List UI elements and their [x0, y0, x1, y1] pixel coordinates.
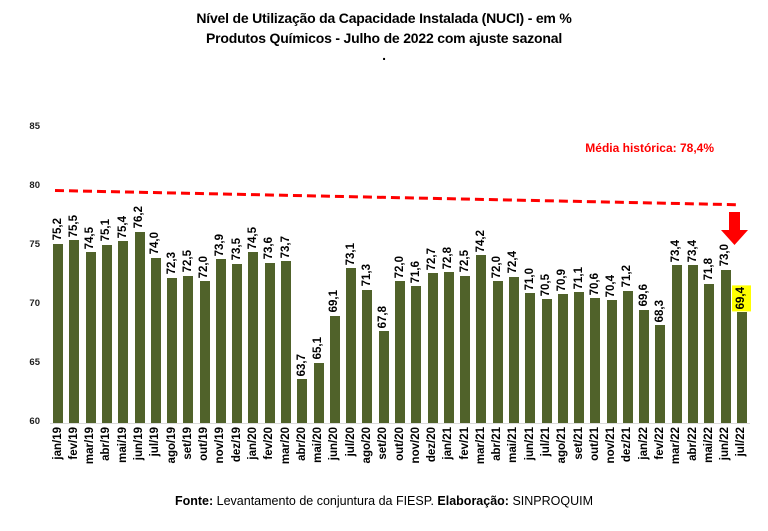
x-axis-label: dez/20	[426, 427, 439, 463]
bar-out-20	[395, 281, 405, 423]
x-axis-label: mai/21	[507, 427, 520, 463]
bar-value-label: 71,1	[572, 266, 585, 290]
x-axis-label: set/20	[377, 427, 390, 460]
x-axis-label: set/21	[572, 427, 585, 460]
down-arrow-icon	[721, 212, 748, 246]
bar-value-label: 72,7	[426, 247, 439, 271]
bar-mai-20	[314, 363, 324, 423]
x-axis-label: fev/21	[458, 427, 471, 460]
bar-jun-20	[330, 316, 340, 423]
footer-fonte-text: Levantamento de conjuntura da FIESP.	[213, 494, 438, 508]
bar-abr-20	[297, 379, 307, 423]
bar-value-label: 70,5	[540, 273, 552, 297]
bar-value-label: 70,9	[556, 269, 569, 292]
bar-value-label: 76,2	[133, 206, 146, 229]
bar-mai-21	[509, 277, 519, 423]
y-axis-label: 85	[29, 121, 40, 132]
x-axis-label: jul/20	[344, 427, 357, 457]
bar-value-label: 72,0	[198, 256, 211, 279]
bar-value-label: 69,6	[637, 284, 650, 307]
bar-value-label: 71,6	[409, 260, 422, 284]
bar-set-20	[379, 331, 389, 423]
footer	[0, 494, 768, 508]
x-axis-label: jul/22	[735, 427, 748, 457]
bar-value-label: 73,6	[263, 237, 276, 260]
bar-value-label: 75,4	[116, 215, 129, 239]
y-axis-label: 65	[29, 357, 40, 368]
y-axis-label: 75	[29, 239, 40, 250]
bar-jan-20	[248, 252, 258, 423]
bar-value-label: 65,1	[312, 337, 325, 360]
x-axis-label: mar/21	[474, 427, 487, 465]
footer-elaboracao-text: SINPROQUIM	[508, 494, 594, 508]
bar-fev-20	[265, 263, 275, 423]
bar-value-label: 74,2	[474, 230, 487, 253]
x-axis-label: nov/21	[605, 427, 618, 464]
bar-value-label: 71,8	[702, 258, 715, 281]
bar-ago-21	[558, 294, 568, 423]
x-axis-label: set/19	[181, 427, 194, 460]
bar-value-label: 75,2	[51, 218, 64, 241]
bar-dez-21	[623, 291, 633, 423]
bar-dez-20	[428, 273, 438, 423]
bar-mar-19	[86, 252, 96, 423]
bar-mar-21	[476, 255, 486, 423]
x-axis-label: jan/19	[51, 427, 64, 460]
x-axis-label: out/20	[393, 427, 406, 461]
bar-jan-22	[639, 310, 649, 423]
x-axis-label: dez/21	[621, 427, 634, 463]
bar-value-label: 72,5	[458, 250, 471, 273]
bar-jul-22	[737, 312, 747, 423]
bar-value-label-highlighted: 69,4	[732, 285, 751, 311]
bar-value-label: 73,7	[279, 235, 292, 259]
bar-value-label: 74,5	[84, 226, 97, 249]
bar-abr-21	[493, 281, 503, 423]
bar-jun-21	[525, 293, 535, 423]
bar-nov-21	[607, 300, 617, 423]
bar-jan-19	[53, 244, 63, 423]
bar-jun-22	[721, 270, 731, 423]
x-axis-label: jul/21	[540, 427, 552, 457]
bar-value-label: 71,3	[360, 264, 373, 287]
reference-line-label: Média histórica: 78,4%	[585, 141, 714, 155]
bar-value-label: 73,1	[344, 243, 357, 266]
footer-elaboracao-label: Elaboração:	[437, 494, 509, 508]
x-axis-label: mar/22	[670, 427, 683, 465]
bar-jan-21	[444, 272, 454, 423]
x-axis-label: jun/19	[133, 427, 146, 461]
x-axis-label: abr/19	[100, 427, 113, 461]
footer-fonte-label: Fonte:	[174, 494, 214, 508]
x-axis-label: fev/20	[263, 427, 276, 460]
x-axis-label: mai/19	[116, 427, 129, 463]
bar-fev-19	[69, 240, 79, 423]
bar-jun-19	[135, 232, 145, 423]
bar-value-label: 72,0	[393, 256, 406, 279]
x-axis-label: abr/21	[491, 427, 504, 461]
x-axis-label: jun/22	[719, 427, 732, 461]
x-axis-label: dez/19	[230, 427, 243, 463]
x-axis-label: abr/20	[295, 427, 308, 461]
bar-value-label: 72,3	[165, 252, 178, 275]
x-axis-label: fev/19	[67, 427, 80, 460]
bar-out-21	[590, 298, 600, 423]
chart-title-line1: Nível de Utilização da Capacidade Instalada (NUCI) - em %	[196, 10, 572, 26]
bar-set-19	[183, 276, 193, 424]
x-axis-label: fev/22	[653, 427, 666, 460]
y-axis	[12, 121, 40, 427]
bar-value-label: 72,0	[491, 256, 504, 279]
bar-value-label: 67,8	[377, 305, 390, 328]
bar-value-label: 74,5	[246, 226, 259, 249]
bar-nov-19	[216, 259, 226, 423]
bar-value-label: 72,8	[442, 246, 455, 269]
bar-value-label: 71,2	[621, 265, 634, 288]
bar-value-label: 75,1	[100, 219, 113, 242]
bar-value-label: 70,4	[605, 274, 618, 298]
bar-value-label: 69,1	[328, 290, 341, 313]
bar-out-19	[200, 281, 210, 423]
chart-title	[0, 8, 768, 62]
x-axis-label: jun/20	[328, 427, 341, 461]
x-axis-label: ago/20	[360, 427, 373, 464]
bar-value-label: 63,7	[295, 353, 308, 377]
chart-title-line2: Produtos Químicos - Julho de 2022 com ajuste sazonal	[205, 30, 563, 46]
x-axis-label: jul/19	[149, 427, 162, 457]
x-axis-label: mar/19	[84, 427, 97, 465]
x-axis-label: out/19	[198, 427, 211, 461]
bar-ago-19	[167, 278, 177, 423]
x-axis-label: ago/21	[556, 427, 569, 464]
bar-abr-22	[688, 265, 698, 423]
bar-value-label: 72,4	[507, 251, 520, 274]
x-axis-label: ago/19	[165, 427, 178, 464]
bar-abr-19	[102, 245, 112, 423]
x-axis-label: jan/21	[442, 427, 455, 460]
bar-value-label: 75,5	[67, 214, 80, 238]
x-axis-label: abr/22	[686, 427, 699, 461]
bar-mai-19	[118, 241, 128, 423]
bar-dez-19	[232, 264, 242, 423]
y-axis-label: 80	[29, 180, 40, 191]
x-axis-label: mar/20	[279, 427, 292, 465]
bar-fev-22	[655, 325, 665, 423]
bar-set-21	[574, 292, 584, 423]
bar-jul-21	[542, 299, 552, 423]
bar-value-label: 70,6	[588, 272, 601, 295]
x-axis-label: nov/19	[214, 427, 227, 464]
x-axis-label: mai/20	[312, 427, 325, 463]
bar-mai-22	[704, 284, 714, 423]
bar-value-label: 73,9	[214, 233, 227, 256]
x-axis	[50, 427, 750, 489]
x-axis-label: jun/21	[523, 427, 536, 461]
bar-nov-20	[411, 286, 421, 423]
bar-value-label: 73,4	[670, 239, 683, 262]
bar-value-label: 72,5	[181, 250, 194, 273]
bar-mar-20	[281, 261, 291, 423]
x-axis-label: out/21	[588, 427, 601, 461]
x-axis-label: nov/20	[409, 427, 422, 464]
chart-title-dot: .	[382, 47, 386, 63]
plot-area	[50, 128, 750, 424]
bar-value-label: 68,3	[653, 299, 666, 323]
bar-ago-20	[362, 290, 372, 423]
x-axis-label: jan/22	[637, 427, 650, 460]
bar-value-label: 74,0	[149, 232, 162, 255]
x-axis-label: jan/20	[246, 427, 259, 460]
bar-jul-20	[346, 268, 356, 423]
bar-value-label: 73,4	[686, 239, 699, 262]
bar-mar-22	[672, 265, 682, 423]
bar-fev-21	[460, 276, 470, 424]
bar-value-label: 71,0	[523, 267, 536, 291]
y-axis-label: 70	[29, 298, 40, 309]
bar-value-label: 73,0	[719, 244, 732, 267]
y-axis-label: 60	[29, 416, 40, 427]
x-axis-label: mai/22	[702, 427, 715, 463]
bar-jul-19	[151, 258, 161, 423]
bar-value-label: 73,5	[230, 238, 243, 261]
